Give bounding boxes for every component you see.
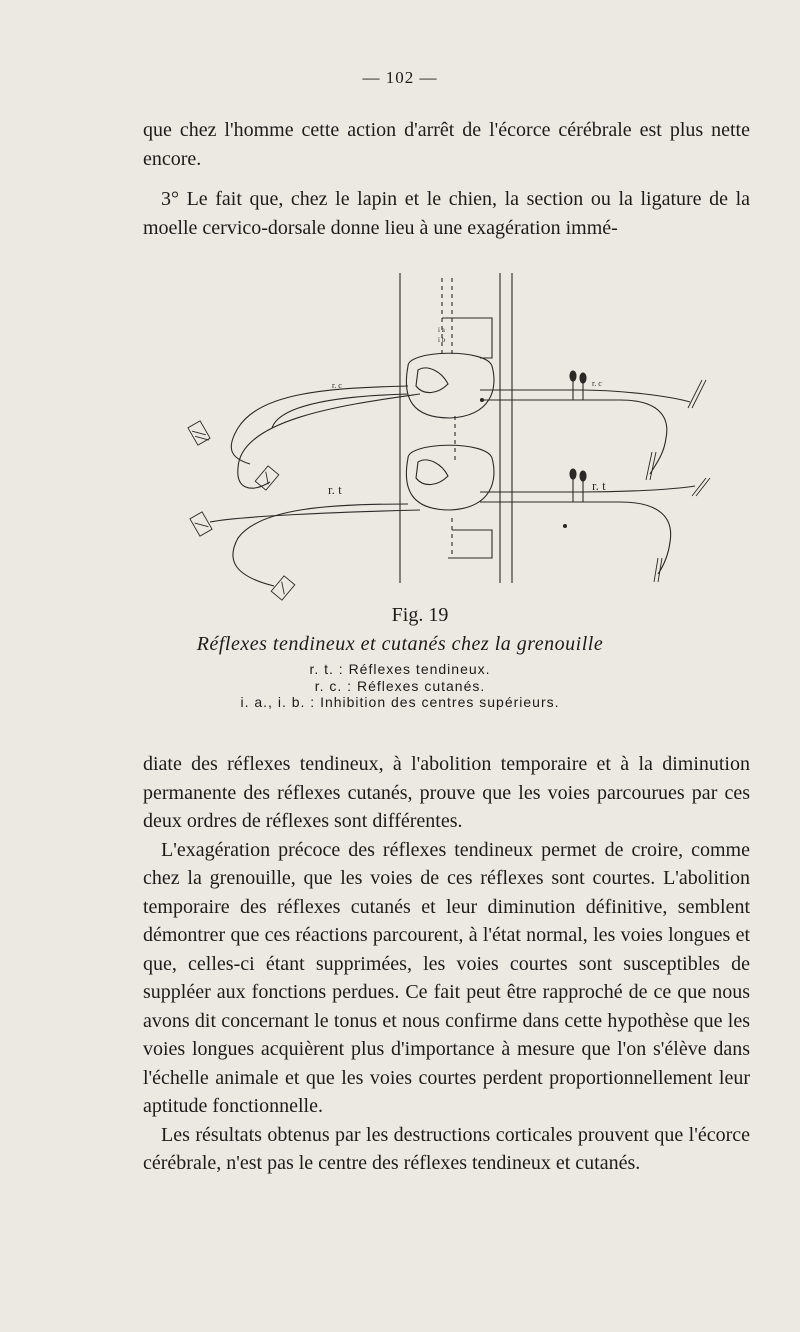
afferent-path-upper-left: [231, 386, 408, 464]
legend-item: i. a., i. b. : Inhibition des centres supérieurs.: [240, 694, 560, 710]
efferent-path-upper-right: [480, 400, 667, 474]
label-rt-right: r. t: [592, 478, 606, 493]
paragraph: Les résultats obtenus par les destructions corticales prouvent que l'écorce cérébrale, n'est pas le centre des réflexes tendineux et cutanés.: [143, 1123, 750, 1174]
paragraph: 3° Le fait que, chez le lapin et le chien, la section ou la ligature de la moelle cervico-dorsale donne lieu à une exagération immé-: [143, 188, 750, 239]
paragraph: que chez l'homme cette action d'arrêt de l'écorce cérébrale est plus nette encore.: [143, 119, 750, 170]
grey-matter-upper: [406, 353, 494, 418]
end-plate-icon: [692, 478, 710, 496]
efferent-path-lower-right: [480, 502, 671, 574]
reflex-diagram: [180, 268, 720, 608]
body-text: [143, 750, 750, 1178]
label-rt-left: r. t: [328, 482, 342, 497]
end-plate-icon: [188, 421, 210, 445]
paragraph-point-3: [143, 185, 750, 242]
label-rc-right: r. c: [592, 379, 602, 388]
end-plate-icon: [190, 512, 212, 536]
paragraph: L'exagération précoce des réflexes tendineux permet de croire, comme chez la grenouille, que les voies de ces réflexes sont courtes. L'abolition temporaire des réflexes cutanés et leur diminution définitive, semblent démontrer que ces réactions parcourent, à l'état normal, les voies longues et que, celles-ci étant supprimées, les voies courtes sont susceptibles de suppléer aux fonctions perdues. Ce fait peut être rapproché de ce que nous avons dit concernant le tonus et nous confirme dans cette hypothèse que les voies longues acquièrent plus d'importance à mesure que l'on s'élève dans l'échelle animale et que les voies courtes perdent proportionnellement leur aptitude fonctionnelle.: [143, 838, 750, 1117]
grey-horn-upper: [416, 368, 448, 393]
end-plate-icon: [271, 576, 295, 600]
legend-item: r. c. : Réflexes cutanés.: [314, 677, 486, 694]
figure-caption: [0, 604, 800, 711]
end-plate-icon: [688, 380, 706, 408]
legend-item: r. t. : Réflexes tendineux.: [309, 661, 491, 677]
end-plate-icon: [255, 466, 279, 490]
figure-19-diagram: [180, 268, 720, 608]
figure-number: Fig. 19: [391, 604, 449, 626]
muscle-path-upper-left: [238, 394, 420, 488]
page-number: — 102 —: [362, 68, 438, 87]
label-rc-left: r. c: [332, 381, 342, 390]
grey-matter-lower: [406, 445, 494, 510]
dot: [564, 525, 567, 528]
paragraph-continued: [143, 116, 750, 173]
paragraph: diate des réflexes tendineux, à l'abolition temporaire et à la diminution permanente des réflexes cutanés, prouve que les voies parcourues par ces deux ordres de réflexes sont différentes.: [143, 753, 750, 832]
inhibition-loop-upper: [442, 318, 492, 358]
ganglion-icon: [570, 371, 586, 481]
label-ia: i a: [438, 326, 445, 334]
grey-horn-lower: [416, 460, 448, 485]
dot: [481, 399, 484, 402]
muscle-path-lower-left: [210, 510, 420, 522]
figure-title: Réflexes tendineux et cutanés chez la grenouille: [196, 633, 604, 655]
figure-legend: [0, 661, 800, 711]
inhibition-loop-lower: [448, 530, 492, 558]
label-ib: i b: [438, 336, 446, 344]
